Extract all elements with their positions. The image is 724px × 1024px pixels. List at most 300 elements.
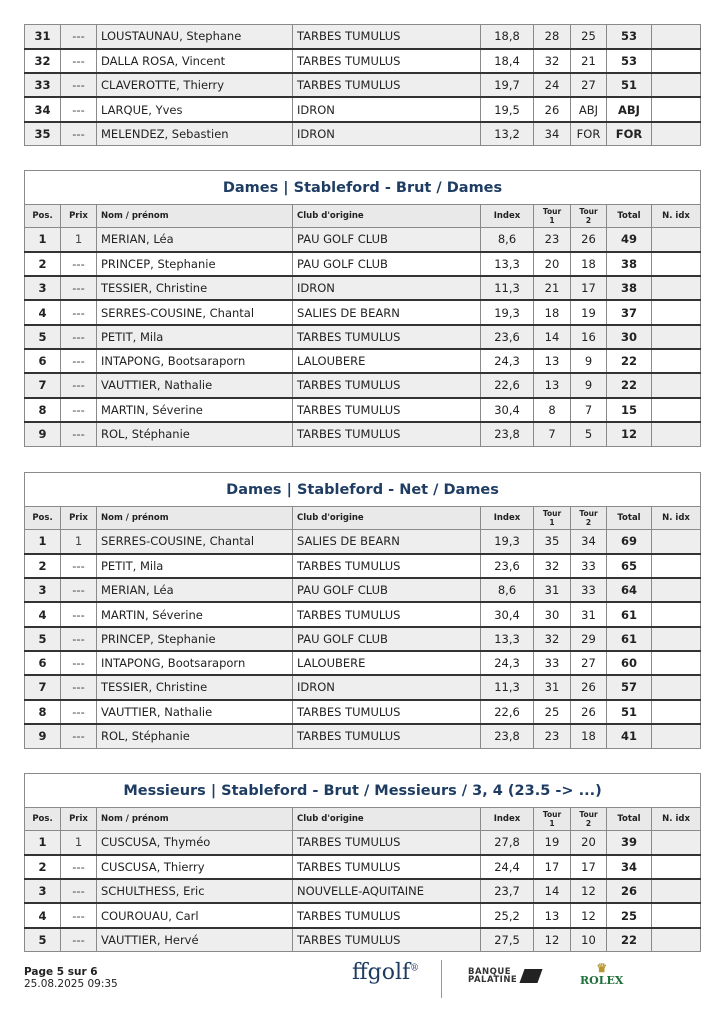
cell-prix: ---: [61, 651, 97, 675]
cell-pos: 32: [25, 49, 61, 73]
cell-total: 26: [607, 879, 652, 903]
cell-total: ABJ: [607, 97, 652, 121]
cell-nidx: [652, 422, 701, 446]
cell-club: TARBES TUMULUS: [293, 928, 481, 952]
col-tour1-header: [534, 205, 571, 228]
cell-t1: 28: [534, 25, 571, 49]
cell-prix: ---: [61, 855, 97, 879]
cell-club: PAU GOLF CLUB: [293, 252, 481, 276]
cell-club: LALOUBERE: [293, 349, 481, 373]
cell-total: 57: [607, 675, 652, 699]
cell-club: TARBES TUMULUS: [293, 325, 481, 349]
cell-index: 18,8: [481, 25, 534, 49]
cell-t1: 13: [534, 373, 571, 397]
cell-t2: 5: [571, 422, 607, 446]
tour-number: 2: [585, 819, 592, 828]
cell-pos: 6: [25, 651, 61, 675]
cell-club: TARBES TUMULUS: [293, 49, 481, 73]
cell-nidx: [652, 122, 701, 146]
cell-total: 41: [607, 724, 652, 748]
cell-t1: 14: [534, 879, 571, 903]
tour-label: Tour: [579, 810, 598, 819]
section-messieurs-brut: [24, 773, 700, 952]
table-row: [25, 300, 701, 324]
table-row: [25, 373, 701, 397]
cell-t2: 31: [571, 602, 607, 626]
cell-name: VAUTTIER, Hervé: [97, 928, 293, 952]
table-row: [25, 879, 701, 903]
cell-club: IDRON: [293, 122, 481, 146]
cell-name: TESSIER, Christine: [97, 675, 293, 699]
cell-nidx: [652, 325, 701, 349]
column-header-row: [25, 808, 701, 831]
cell-club: TARBES TUMULUS: [293, 398, 481, 422]
cell-pos: 5: [25, 325, 61, 349]
cell-index: 11,3: [481, 675, 534, 699]
table-row: [25, 122, 701, 146]
col-total-header: Total: [607, 808, 652, 831]
tour-label: Tour: [542, 509, 562, 518]
cell-prix: 1: [61, 228, 97, 252]
rolex-logo: [580, 962, 623, 987]
tour-label: Tour: [542, 810, 562, 819]
cell-nidx: [652, 855, 701, 879]
cell-prix: ---: [61, 300, 97, 324]
cell-total: 38: [607, 276, 652, 300]
cell-club: TARBES TUMULUS: [293, 724, 481, 748]
cell-index: 19,7: [481, 73, 534, 97]
cell-nidx: [652, 627, 701, 651]
cell-t2: 18: [571, 252, 607, 276]
cell-t2: 21: [571, 49, 607, 73]
table-row: [25, 724, 701, 748]
cell-name: MARTIN, Séverine: [97, 398, 293, 422]
section-title: Dames | Stableford - Brut / Dames: [25, 171, 701, 205]
cell-total: 65: [607, 554, 652, 578]
cell-nidx: [652, 675, 701, 699]
cell-index: 13,3: [481, 627, 534, 651]
palatine-mark-icon: [519, 969, 542, 983]
cell-prix: ---: [61, 724, 97, 748]
cell-t2: 33: [571, 578, 607, 602]
cell-club: NOUVELLE-AQUITAINE: [293, 879, 481, 903]
cell-total: 30: [607, 325, 652, 349]
table-row: [25, 228, 701, 252]
cell-t1: 31: [534, 578, 571, 602]
banque-logo-line2: PALATINE: [468, 975, 518, 985]
cell-total: 38: [607, 252, 652, 276]
cell-index: 23,6: [481, 554, 534, 578]
table-row: [25, 554, 701, 578]
table-continued: [24, 24, 701, 146]
cell-index: 11,3: [481, 276, 534, 300]
cell-total: 22: [607, 349, 652, 373]
col-name-header: Nom / prénom: [97, 808, 293, 831]
cell-total: 53: [607, 49, 652, 73]
cell-t1: 7: [534, 422, 571, 446]
cell-t2: 26: [571, 228, 607, 252]
cell-t1: 20: [534, 252, 571, 276]
cell-total: 34: [607, 855, 652, 879]
table-row: [25, 530, 701, 554]
cell-nidx: [652, 252, 701, 276]
cell-total: 51: [607, 700, 652, 724]
cell-index: 22,6: [481, 700, 534, 724]
cell-total: 61: [607, 627, 652, 651]
cell-t2: 7: [571, 398, 607, 422]
cell-name: PRINCEP, Stephanie: [97, 252, 293, 276]
cell-t1: 12: [534, 928, 571, 952]
cell-t1: 32: [534, 49, 571, 73]
cell-total: 12: [607, 422, 652, 446]
cell-total: 37: [607, 300, 652, 324]
cell-nidx: [652, 398, 701, 422]
cell-pos: 9: [25, 422, 61, 446]
page-number: Page 5 sur 6: [24, 966, 98, 978]
table-row: [25, 675, 701, 699]
tour-label: Tour: [579, 207, 598, 216]
cell-pos: 2: [25, 554, 61, 578]
section-dames-brut: [24, 170, 700, 447]
cell-prix: ---: [61, 25, 97, 49]
cell-total: 51: [607, 73, 652, 97]
cell-t1: 33: [534, 651, 571, 675]
section-title: Dames | Stableford - Net / Dames: [25, 473, 701, 507]
tour-number: 2: [585, 518, 592, 527]
cell-pos: 9: [25, 724, 61, 748]
cell-prix: ---: [61, 49, 97, 73]
cell-prix: ---: [61, 73, 97, 97]
cell-name: PRINCEP, Stephanie: [97, 627, 293, 651]
col-index-header: Index: [481, 808, 534, 831]
banque-logo-line1: BANQUE: [468, 967, 512, 977]
banque-palatine-logo: [468, 968, 517, 984]
cell-name: CLAVEROTTE, Thierry: [97, 73, 293, 97]
col-nidx-header: N. idx: [652, 507, 701, 530]
cell-prix: ---: [61, 122, 97, 146]
cell-t2: 25: [571, 25, 607, 49]
table-row: [25, 276, 701, 300]
cell-prix: ---: [61, 700, 97, 724]
cell-index: 19,3: [481, 530, 534, 554]
table-row: [25, 602, 701, 626]
cell-name: MARTIN, Séverine: [97, 602, 293, 626]
cell-name: LARQUE, Yves: [97, 97, 293, 121]
cell-t2: 34: [571, 530, 607, 554]
col-pos-header: Pos.: [25, 808, 61, 831]
cell-pos: 4: [25, 903, 61, 927]
cell-name: DALLA ROSA, Vincent: [97, 49, 293, 73]
cell-t1: 23: [534, 228, 571, 252]
cell-pos: 6: [25, 349, 61, 373]
cell-prix: ---: [61, 398, 97, 422]
cell-t1: 23: [534, 724, 571, 748]
cell-index: 27,5: [481, 928, 534, 952]
cell-index: 27,8: [481, 831, 534, 855]
cell-prix: ---: [61, 578, 97, 602]
cell-nidx: [652, 700, 701, 724]
cell-index: 24,3: [481, 349, 534, 373]
col-prix-header: Prix: [61, 205, 97, 228]
cell-club: PAU GOLF CLUB: [293, 228, 481, 252]
cell-t2: 9: [571, 373, 607, 397]
cell-club: TARBES TUMULUS: [293, 602, 481, 626]
cell-t2: 12: [571, 879, 607, 903]
cell-prix: ---: [61, 422, 97, 446]
cell-nidx: [652, 879, 701, 903]
cell-t2: 29: [571, 627, 607, 651]
cell-t1: 35: [534, 530, 571, 554]
cell-prix: ---: [61, 276, 97, 300]
table-row: [25, 700, 701, 724]
table-row: [25, 903, 701, 927]
cell-pos: 8: [25, 700, 61, 724]
results-table-continued: [24, 24, 700, 146]
cell-t1: 31: [534, 675, 571, 699]
cell-t2: 16: [571, 325, 607, 349]
cell-pos: 4: [25, 602, 61, 626]
table-row: [25, 349, 701, 373]
cell-nidx: [652, 73, 701, 97]
page-footer-info: [24, 966, 118, 990]
cell-nidx: [652, 49, 701, 73]
cell-nidx: [652, 25, 701, 49]
col-tour2-header: [571, 507, 607, 530]
cell-pos: 1: [25, 831, 61, 855]
cell-total: 15: [607, 398, 652, 422]
cell-total: 22: [607, 928, 652, 952]
cell-name: SERRES-COUSINE, Chantal: [97, 530, 293, 554]
cell-index: 24,4: [481, 855, 534, 879]
cell-name: ROL, Stéphanie: [97, 724, 293, 748]
cell-club: LALOUBERE: [293, 651, 481, 675]
col-club-header: Club d'origine: [293, 808, 481, 831]
cell-t1: 8: [534, 398, 571, 422]
cell-prix: ---: [61, 554, 97, 578]
cell-prix: 1: [61, 831, 97, 855]
cell-prix: ---: [61, 349, 97, 373]
cell-club: TARBES TUMULUS: [293, 422, 481, 446]
col-nidx-header: N. idx: [652, 205, 701, 228]
cell-club: TARBES TUMULUS: [293, 554, 481, 578]
cell-name: ROL, Stéphanie: [97, 422, 293, 446]
cell-name: SERRES-COUSINE, Chantal: [97, 300, 293, 324]
cell-t1: 19: [534, 831, 571, 855]
cell-nidx: [652, 300, 701, 324]
print-datetime: 25.08.2025 09:35: [24, 978, 118, 990]
cell-name: CUSCUSA, Thyméo: [97, 831, 293, 855]
cell-t1: 13: [534, 349, 571, 373]
cell-pos: 3: [25, 276, 61, 300]
cell-index: 19,5: [481, 97, 534, 121]
cell-t2: 27: [571, 73, 607, 97]
col-name-header: Nom / prénom: [97, 205, 293, 228]
crown-icon: ♛: [596, 961, 608, 975]
cell-club: IDRON: [293, 97, 481, 121]
cell-prix: ---: [61, 879, 97, 903]
cell-nidx: [652, 651, 701, 675]
cell-t1: 25: [534, 700, 571, 724]
cell-nidx: [652, 602, 701, 626]
cell-total: 22: [607, 373, 652, 397]
cell-nidx: [652, 903, 701, 927]
cell-index: 8,6: [481, 228, 534, 252]
cell-name: INTAPONG, Bootsaraporn: [97, 349, 293, 373]
cell-name: TESSIER, Christine: [97, 276, 293, 300]
cell-prix: ---: [61, 627, 97, 651]
cell-t2: 17: [571, 276, 607, 300]
cell-index: 25,2: [481, 903, 534, 927]
cell-nidx: [652, 373, 701, 397]
col-club-header: Club d'origine: [293, 205, 481, 228]
cell-prix: ---: [61, 602, 97, 626]
table-row: [25, 97, 701, 121]
cell-club: TARBES TUMULUS: [293, 373, 481, 397]
registered-mark: ®: [410, 963, 420, 974]
cell-name: CUSCUSA, Thierry: [97, 855, 293, 879]
cell-pos: 35: [25, 122, 61, 146]
cell-t1: 24: [534, 73, 571, 97]
cell-pos: 2: [25, 252, 61, 276]
cell-index: 23,6: [481, 325, 534, 349]
footer-divider: [441, 960, 442, 998]
cell-index: 30,4: [481, 398, 534, 422]
cell-index: 22,6: [481, 373, 534, 397]
cell-pos: 1: [25, 228, 61, 252]
cell-index: 8,6: [481, 578, 534, 602]
cell-t2: ABJ: [571, 97, 607, 121]
cell-name: MELENDEZ, Sebastien: [97, 122, 293, 146]
cell-nidx: [652, 97, 701, 121]
cell-club: IDRON: [293, 675, 481, 699]
column-header-row: [25, 507, 701, 530]
cell-nidx: [652, 530, 701, 554]
cell-club: TARBES TUMULUS: [293, 25, 481, 49]
tour-label: Tour: [579, 509, 598, 518]
cell-nidx: [652, 724, 701, 748]
cell-name: INTAPONG, Bootsaraporn: [97, 651, 293, 675]
cell-total: 53: [607, 25, 652, 49]
cell-t1: 32: [534, 627, 571, 651]
cell-name: VAUTTIER, Nathalie: [97, 700, 293, 724]
cell-pos: 8: [25, 398, 61, 422]
cell-club: TARBES TUMULUS: [293, 831, 481, 855]
cell-t2: 33: [571, 554, 607, 578]
cell-index: 23,7: [481, 879, 534, 903]
col-prix-header: Prix: [61, 808, 97, 831]
cell-prix: 1: [61, 530, 97, 554]
cell-club: PAU GOLF CLUB: [293, 627, 481, 651]
table-row: [25, 928, 701, 952]
cell-club: SALIES DE BEARN: [293, 530, 481, 554]
cell-club: SALIES DE BEARN: [293, 300, 481, 324]
cell-pos: 3: [25, 578, 61, 602]
cell-nidx: [652, 228, 701, 252]
cell-t2: 18: [571, 724, 607, 748]
cell-total: 69: [607, 530, 652, 554]
cell-name: MERIAN, Léa: [97, 228, 293, 252]
cell-index: 18,4: [481, 49, 534, 73]
cell-name: VAUTTIER, Nathalie: [97, 373, 293, 397]
cell-name: LOUSTAUNAU, Stephane: [97, 25, 293, 49]
cell-nidx: [652, 831, 701, 855]
cell-prix: ---: [61, 97, 97, 121]
col-total-header: Total: [607, 205, 652, 228]
rolex-logo-text: ROLEX: [580, 974, 624, 987]
col-pos-header: Pos.: [25, 205, 61, 228]
table-row: [25, 73, 701, 97]
tour-label: Tour: [542, 207, 562, 216]
ffgolf-logo: [352, 960, 419, 985]
tour-number: 1: [549, 518, 555, 527]
cell-total: 61: [607, 602, 652, 626]
tour-number: 1: [549, 819, 555, 828]
cell-index: 30,4: [481, 602, 534, 626]
cell-index: 23,8: [481, 422, 534, 446]
cell-prix: ---: [61, 675, 97, 699]
cell-name: MERIAN, Léa: [97, 578, 293, 602]
cell-pos: 4: [25, 300, 61, 324]
cell-t1: 34: [534, 122, 571, 146]
col-pos-header: Pos.: [25, 507, 61, 530]
cell-pos: 33: [25, 73, 61, 97]
cell-t1: 13: [534, 903, 571, 927]
cell-name: SCHULTHESS, Eric: [97, 879, 293, 903]
cell-pos: 7: [25, 675, 61, 699]
table-row: [25, 25, 701, 49]
cell-t1: 26: [534, 97, 571, 121]
cell-nidx: [652, 349, 701, 373]
tour-number: 1: [549, 216, 555, 225]
cell-index: 24,3: [481, 651, 534, 675]
col-tour2-header: [571, 205, 607, 228]
cell-pos: 5: [25, 627, 61, 651]
cell-prix: ---: [61, 903, 97, 927]
cell-t2: 17: [571, 855, 607, 879]
table-row: [25, 831, 701, 855]
cell-t2: 20: [571, 831, 607, 855]
cell-club: IDRON: [293, 276, 481, 300]
col-total-header: Total: [607, 507, 652, 530]
cell-t2: 26: [571, 675, 607, 699]
table-row: [25, 627, 701, 651]
cell-total: 25: [607, 903, 652, 927]
cell-club: PAU GOLF CLUB: [293, 578, 481, 602]
table-row: [25, 422, 701, 446]
cell-nidx: [652, 578, 701, 602]
col-prix-header: Prix: [61, 507, 97, 530]
table-row: [25, 49, 701, 73]
cell-club: TARBES TUMULUS: [293, 903, 481, 927]
col-tour2-header: [571, 808, 607, 831]
section-dames-net: [24, 472, 700, 749]
col-index-header: Index: [481, 205, 534, 228]
cell-name: PETIT, Mila: [97, 554, 293, 578]
table-row: [25, 651, 701, 675]
cell-nidx: [652, 554, 701, 578]
cell-t2: 19: [571, 300, 607, 324]
cell-pos: 5: [25, 928, 61, 952]
table-row: [25, 578, 701, 602]
cell-t2: 10: [571, 928, 607, 952]
cell-pos: 2: [25, 855, 61, 879]
cell-t1: 30: [534, 602, 571, 626]
cell-name: PETIT, Mila: [97, 325, 293, 349]
cell-nidx: [652, 928, 701, 952]
cell-t1: 18: [534, 300, 571, 324]
cell-prix: ---: [61, 252, 97, 276]
col-nidx-header: N. idx: [652, 808, 701, 831]
